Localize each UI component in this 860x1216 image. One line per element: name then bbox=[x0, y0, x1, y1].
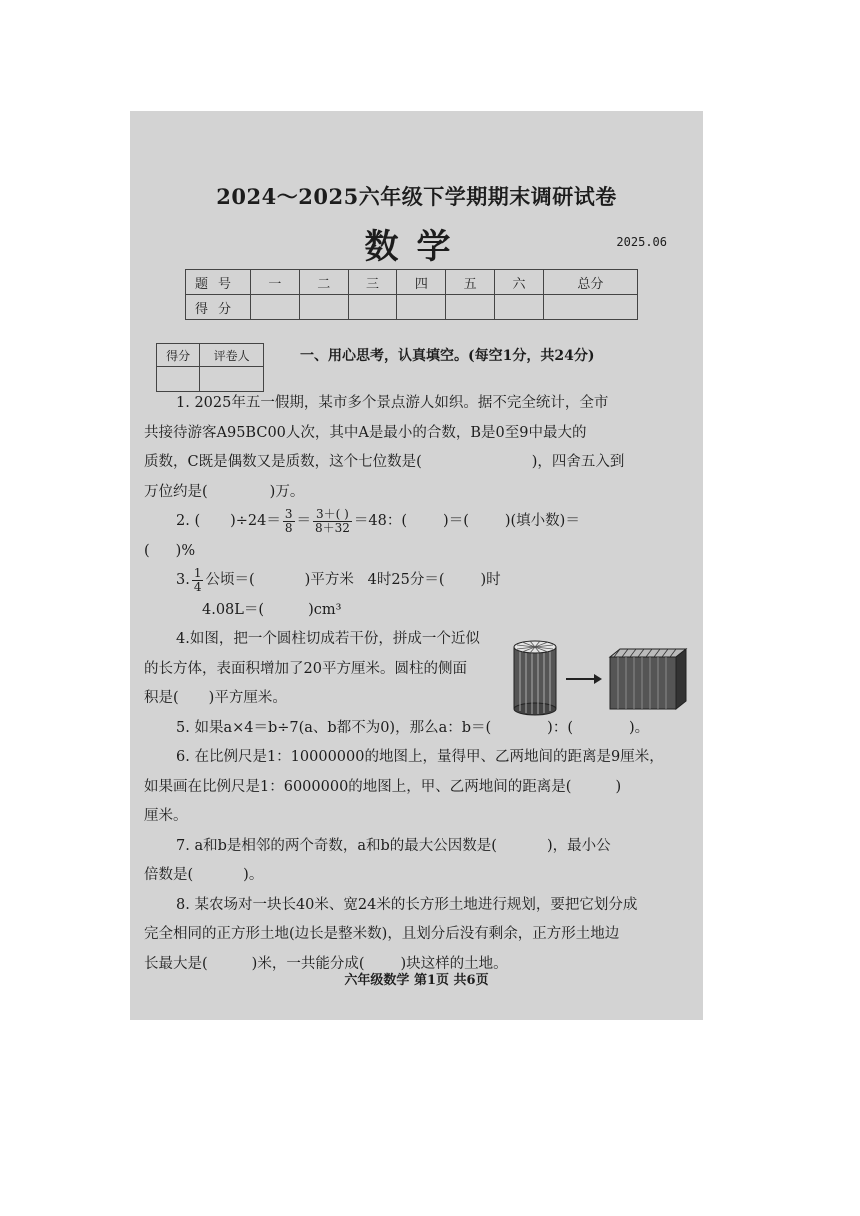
score-input-cell[interactable] bbox=[348, 295, 397, 320]
exam-title: 2024～2025六年级下学期期末调研试卷 bbox=[216, 184, 617, 209]
score-table-cell: 二 bbox=[299, 270, 348, 295]
question-text: 完全相同的正方形土地(边长是整米数)，且划分后没有剩余，正方形土地边 bbox=[144, 926, 620, 942]
question-4 bbox=[144, 625, 542, 655]
score-row-label: 得分 bbox=[186, 295, 251, 320]
question-text: )平方厘米。 bbox=[208, 690, 287, 706]
question-1 bbox=[144, 389, 690, 419]
question-text: )。 bbox=[629, 719, 650, 736]
question-text: 厘米。 bbox=[144, 808, 188, 824]
question-text: ( bbox=[144, 542, 150, 559]
question-6-cont bbox=[144, 773, 690, 803]
question-8-cont bbox=[144, 920, 690, 950]
fraction-denominator: 4 bbox=[193, 579, 202, 594]
fraction-three-eighths bbox=[283, 508, 295, 535]
question-text: )÷24＝ bbox=[230, 513, 281, 529]
question-text: 8. 某农场对一块长40米、宽24米的长方形土地进行规划，要把它划分成 bbox=[176, 896, 638, 913]
score-table-cell: 五 bbox=[446, 270, 495, 295]
score-table-cell: 六 bbox=[495, 270, 544, 295]
question-text: 倍数是( bbox=[144, 867, 194, 883]
question-text: 6. 在比例尺是1：10000000的地图上，量得甲、乙两地间的距离是9厘米， bbox=[176, 749, 664, 765]
question-4-cont bbox=[144, 655, 510, 685]
exam-page bbox=[130, 111, 703, 1020]
question-7-cont bbox=[144, 861, 690, 891]
score-input-cell[interactable] bbox=[543, 295, 637, 320]
fraction-blank bbox=[313, 508, 352, 535]
question-text: )米，一共能分成( bbox=[251, 955, 365, 972]
question-text: )：( bbox=[547, 719, 573, 736]
question-text: 的长方体，表面积增加了20平方厘米。圆柱的侧面 bbox=[144, 660, 467, 677]
question-1-cont bbox=[144, 478, 690, 508]
question-text: ＝48：( bbox=[353, 513, 408, 529]
page-footer: 六年级数学 第1页 共6页 bbox=[344, 973, 489, 988]
fraction-denominator: 8 bbox=[284, 520, 293, 535]
grader-score-cell[interactable] bbox=[157, 367, 200, 392]
cylinder-icon bbox=[514, 641, 556, 715]
question-text: 4.如图，把一个圆柱切成若干份，拼成一个近似 bbox=[176, 631, 480, 647]
question-2-cont bbox=[144, 537, 690, 567]
question-text: )万。 bbox=[269, 483, 305, 500]
question-text: )。 bbox=[243, 867, 264, 883]
score-table-cell: 总分 bbox=[543, 270, 637, 295]
question-text: 4.08L＝( bbox=[202, 601, 265, 618]
fraction-one-quarter bbox=[192, 567, 204, 594]
score-input-cell[interactable] bbox=[251, 295, 300, 320]
score-input-cell[interactable] bbox=[397, 295, 446, 320]
question-text: )cm³ bbox=[308, 601, 342, 618]
question-text: 3. bbox=[176, 572, 190, 588]
score-input-cell[interactable] bbox=[299, 295, 348, 320]
score-input-cell[interactable] bbox=[446, 295, 495, 320]
question-text: 积是( bbox=[144, 690, 179, 706]
question-text: 长最大是( bbox=[144, 955, 208, 972]
score-table-cell: 三 bbox=[348, 270, 397, 295]
grader-score-label: 得分 bbox=[157, 344, 200, 367]
question-text: )% bbox=[175, 542, 196, 559]
section-one-title: 一、用心思考，认真填空。(每空1分，共24分) bbox=[300, 348, 595, 364]
cylinder-to-cuboid-figure bbox=[510, 639, 690, 719]
score-table-cell: 一 bbox=[251, 270, 300, 295]
score-table-cell: 题号 bbox=[186, 270, 251, 295]
question-text: )块这样的土地。 bbox=[400, 955, 508, 972]
score-table bbox=[185, 269, 638, 320]
question-text: 公顷＝( bbox=[205, 572, 255, 588]
fraction-numerator: 1 bbox=[193, 565, 202, 580]
question-text: )时 bbox=[480, 572, 501, 588]
question-text: )，最小公 bbox=[546, 837, 611, 854]
question-text: )＝( bbox=[443, 513, 469, 529]
score-input-cell[interactable] bbox=[495, 295, 544, 320]
score-table-cell: 四 bbox=[397, 270, 446, 295]
question-text: 质数，C既是偶数又是质数，这个七位数是( bbox=[144, 454, 422, 470]
question-text: 如果画在比例尺是1：6000000的地图上，甲、乙两地间的距离是( bbox=[144, 778, 572, 795]
subject-title: 数学 bbox=[364, 227, 469, 267]
question-7 bbox=[144, 832, 690, 862]
question-1-cont bbox=[144, 419, 690, 449]
question-text: )(填小数)＝ bbox=[504, 513, 580, 529]
score-table-header-row bbox=[186, 270, 638, 295]
question-text: 万位约是( bbox=[144, 483, 208, 500]
question-text: )平方米 bbox=[304, 572, 354, 588]
question-6-cont bbox=[144, 802, 690, 832]
question-text: ＝ bbox=[296, 513, 312, 529]
question-text: ) bbox=[615, 778, 622, 795]
fraction-denominator: 8＋32 bbox=[315, 520, 350, 535]
fraction-numerator: 3 bbox=[284, 506, 293, 521]
question-8 bbox=[144, 891, 690, 921]
question-text: 1. 2025年五一假期，某市多个景点游人如织。据不完全统计，全市 bbox=[176, 395, 609, 411]
fraction-numerator: 3＋( ) bbox=[313, 508, 352, 522]
question-text: 4时25分＝( bbox=[367, 572, 445, 588]
question-text: )，四舍五入到 bbox=[531, 454, 625, 470]
question-text: 共接待游客A95BC00人次，其中A是最小的合数，B是0至9中最大的 bbox=[144, 424, 587, 441]
right-arrow-icon bbox=[566, 674, 602, 684]
question-3-cont bbox=[144, 596, 690, 626]
exam-date: 2025.06 bbox=[616, 235, 667, 249]
question-3 bbox=[144, 566, 690, 596]
question-1-cont bbox=[144, 448, 690, 478]
score-table-score-row bbox=[186, 295, 638, 320]
question-text: 7. a和b是相邻的两个奇数，a和b的最大公因数是( bbox=[176, 837, 497, 854]
grader-reviewer-label: 评卷人 bbox=[200, 344, 264, 367]
question-text: 2. ( bbox=[176, 513, 201, 529]
grader-box bbox=[156, 343, 264, 392]
grader-reviewer-cell[interactable] bbox=[200, 367, 264, 392]
question-6 bbox=[144, 743, 690, 773]
cuboid-icon bbox=[610, 649, 686, 709]
question-text: 5. 如果a×4＝b÷7(a、b都不为0)，那么a：b＝( bbox=[176, 719, 492, 736]
question-2 bbox=[144, 507, 690, 537]
